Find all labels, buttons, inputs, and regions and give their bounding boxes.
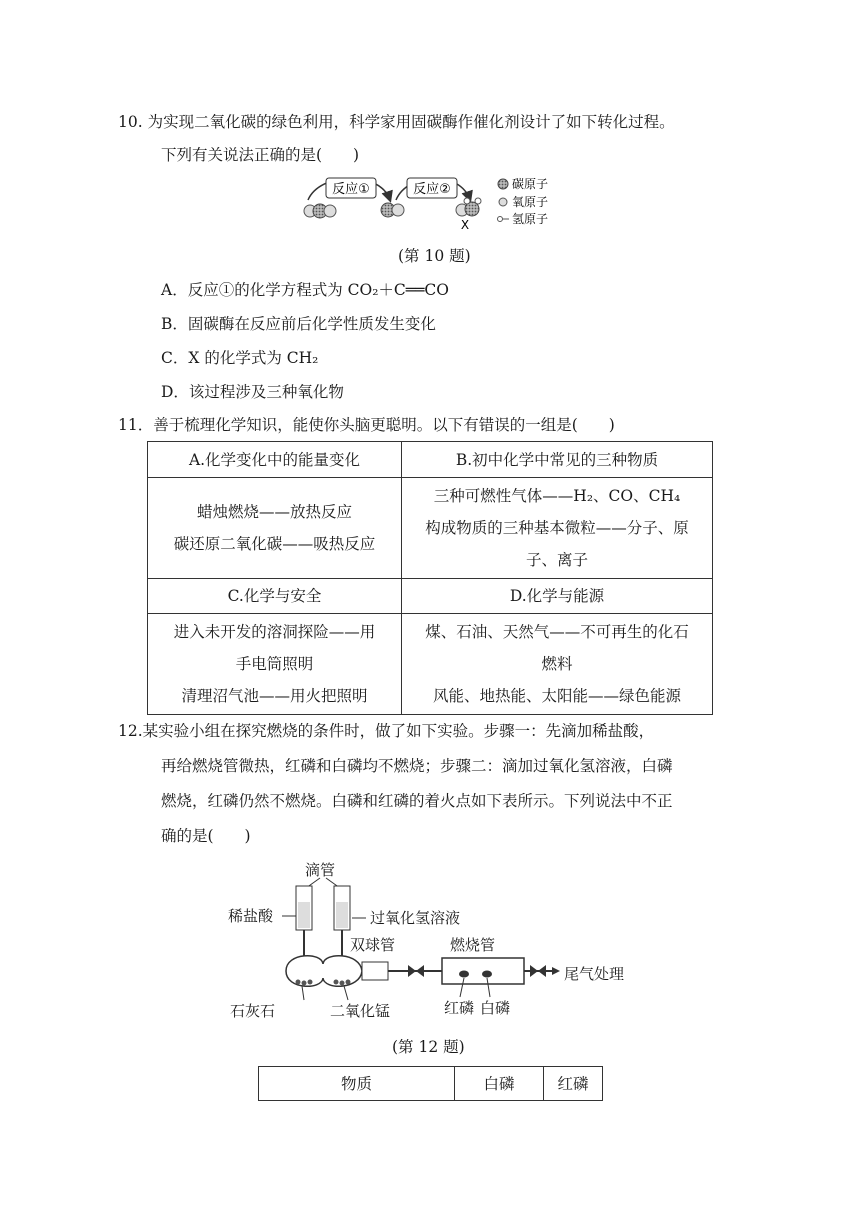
c-line-1: 进入未开发的溶洞探险——用 bbox=[173, 623, 376, 641]
dropper-left bbox=[296, 886, 312, 956]
stopper bbox=[362, 962, 388, 980]
reaction1-label: 反应① bbox=[332, 182, 370, 197]
reaction2-label: 反应② bbox=[413, 182, 451, 197]
b-line-1: 三种可燃性气体——H₂、CO、CH₄ bbox=[433, 487, 681, 505]
cell-c-content bbox=[148, 614, 402, 715]
q10-reaction-diagram bbox=[300, 168, 570, 234]
d-line-3: 风能、地热能、太阳能——绿色能源 bbox=[432, 687, 681, 705]
cell-d-content bbox=[402, 614, 713, 715]
clamp-2 bbox=[530, 965, 546, 977]
q10-caption: (第 10 题) bbox=[398, 247, 471, 265]
clamp-1 bbox=[408, 965, 424, 977]
legend-hydrogen: 氢原子 bbox=[512, 212, 549, 226]
q12-stem-line3: 燃烧，红磷仍然不燃烧。白磷和红磷的着火点如下表所示。下列说法中不正 bbox=[161, 792, 673, 810]
q10-option-c: C．X 的化学式为 CH₂ bbox=[161, 349, 319, 367]
b-line-3: 子、离子 bbox=[525, 551, 588, 569]
q12-stem-line4: 确的是( ) bbox=[161, 827, 251, 845]
header-red-p: 红磷 bbox=[544, 1067, 603, 1101]
q11-table bbox=[147, 441, 713, 715]
c-line-2: 手电筒照明 bbox=[235, 655, 314, 673]
label-dropper: 滴管 bbox=[305, 861, 336, 879]
legend bbox=[498, 176, 549, 226]
q10-stem-line1: 10. 为实现二氧化碳的绿色利用，科学家用固碳酶作催化剂设计了如下转化过程。 bbox=[118, 113, 675, 131]
q12-stem-line2: 再给燃烧管微热，红磷和白磷均不燃烧；步骤二：滴加过氧化氢溶液，白磷 bbox=[161, 757, 673, 775]
cell-a-title: A.化学变化中的能量变化 bbox=[148, 442, 402, 478]
q12-table bbox=[258, 1066, 603, 1101]
legend-oxygen: 氧原子 bbox=[512, 195, 549, 209]
d-line-1: 煤、石油、天然气——不可再生的化石 bbox=[425, 623, 689, 641]
x-label: X bbox=[460, 218, 470, 232]
cell-b-title: B.初中化学中常见的三种物质 bbox=[402, 442, 713, 478]
dropper-right bbox=[334, 886, 350, 956]
q11-stem: 11．善于梳理化学知识，能使你头脑更聪明。以下有错误的一组是( ) bbox=[118, 416, 615, 434]
label-limestone: 石灰石 bbox=[230, 1002, 276, 1020]
q10-option-d: D．该过程涉及三种氧化物 bbox=[161, 383, 344, 401]
q10-option-b: B．固碳酶在反应前后化学性质发生变化 bbox=[161, 315, 436, 333]
label-exhaust: 尾气处理 bbox=[564, 965, 625, 983]
label-double-bulb: 双球管 bbox=[350, 936, 396, 954]
cell-d-title: D.化学与能源 bbox=[402, 579, 713, 614]
header-substance: 物质 bbox=[259, 1067, 455, 1101]
label-mno2: 二氧化锰 bbox=[330, 1002, 391, 1020]
q12-caption: (第 12 题) bbox=[392, 1038, 465, 1056]
co2-molecule bbox=[304, 204, 336, 218]
cell-c-title: C.化学与安全 bbox=[148, 579, 402, 614]
label-hcl: 稀盐酸 bbox=[228, 907, 274, 925]
white-phosphorus bbox=[482, 971, 492, 978]
outlet-arrow bbox=[552, 967, 560, 975]
cell-a-content bbox=[148, 478, 402, 579]
a-line-1: 蜡烛燃烧——放热反应 bbox=[196, 503, 352, 521]
label-h2o2: 过氧化氢溶液 bbox=[370, 909, 461, 927]
b-line-2: 构成物质的三种基本微粒——分子、原 bbox=[425, 519, 689, 537]
legend-carbon: 碳原子 bbox=[512, 177, 549, 191]
red-phosphorus bbox=[459, 971, 469, 978]
label-red-p: 红磷 bbox=[444, 999, 475, 1017]
header-white-p: 白磷 bbox=[455, 1067, 544, 1101]
cell-b-content bbox=[402, 478, 713, 579]
a-line-2: 碳还原二氧化碳——吸热反应 bbox=[173, 535, 376, 553]
combustion-tube bbox=[442, 958, 524, 984]
c-line-3: 清理沼气池——用火把照明 bbox=[181, 687, 368, 705]
d-line-2: 燃料 bbox=[541, 655, 573, 673]
co-molecule bbox=[381, 203, 404, 217]
q12-stem-line1: 12.某实验小组在探究燃烧的条件时，做了如下实验。步骤一：先滴加稀盐酸， bbox=[118, 722, 655, 740]
x-molecule bbox=[456, 198, 481, 216]
q12-apparatus-diagram bbox=[222, 856, 642, 1026]
q10-option-a: A．反应①的化学方程式为 CO₂＋C══CO bbox=[161, 281, 449, 299]
label-white-p: 白磷 bbox=[480, 999, 511, 1017]
label-combustion-tube: 燃烧管 bbox=[450, 936, 496, 954]
q10-stem-line2: 下列有关说法正确的是( ) bbox=[161, 146, 360, 164]
